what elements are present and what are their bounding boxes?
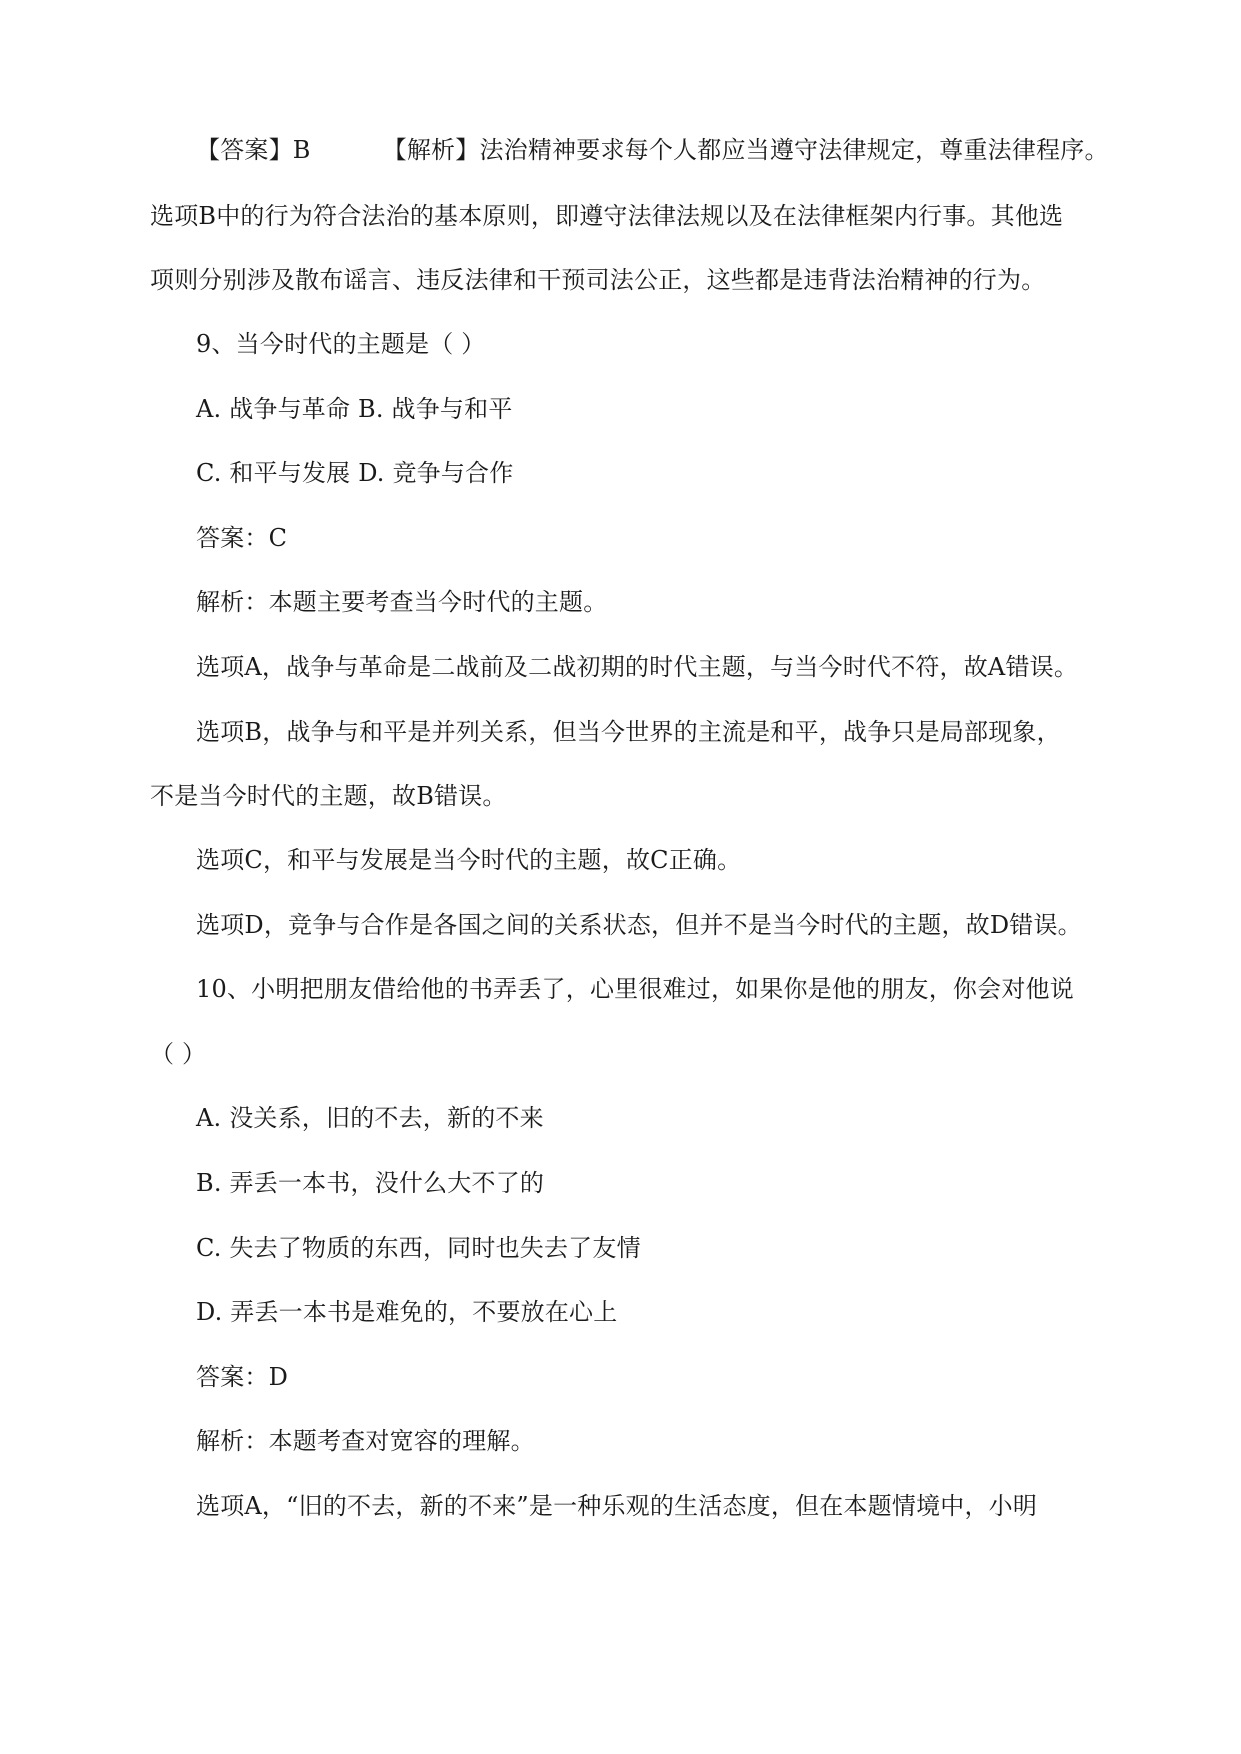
q10-analysis: 解析：本题考查对宽容的理解。 <box>196 1427 535 1455</box>
q9-option-a-explanation: 选项A，战争与革命是二战前及二战初期的时代主题，与当今时代不符，故A错误。 <box>196 653 1079 681</box>
q10-question-line2: （ ） <box>150 1040 207 1068</box>
q9-analysis: 解析：本题主要考查当今时代的主题。 <box>196 588 608 616</box>
q9-question: 9、当今时代的主题是（ ） <box>196 330 486 358</box>
q8-analysis-line2: 选项B中的行为符合法治的基本原则，即遵守法律法规以及在法律框架内行事。其他选 <box>150 202 1064 230</box>
q10-option-a-explanation: 选项A，“旧的不去，新的不来”是一种乐观的生活态度，但在本题情境中，小明 <box>196 1492 1038 1520</box>
q9-option-b-explanation-line2: 不是当今时代的主题，故B错误。 <box>150 782 507 810</box>
q9-option-d-explanation: 选项D，竞争与合作是各国之间的关系状态，但并不是当今时代的主题，故D错误。 <box>196 911 1082 939</box>
q10-answer: 答案：D <box>196 1363 289 1391</box>
q9-answer: 答案：C <box>196 524 288 552</box>
q8-analysis-line1: 【解析】法治精神要求每个人都应当遵守法律规定，尊重法律程序。 <box>382 136 1109 164</box>
q10-option-c: C. 失去了物质的东西，同时也失去了友情 <box>196 1234 641 1262</box>
q9-option-c-explanation: 选项C，和平与发展是当今时代的主题，故C正确。 <box>196 846 742 874</box>
q10-option-d: D. 弄丢一本书是难免的，不要放在心上 <box>196 1298 618 1326</box>
q8-answer-label: 【答案】B <box>196 136 311 164</box>
q9-option-b-explanation-line1: 选项B，战争与和平是并列关系，但当今世界的主流是和平，战争只是局部现象， <box>196 718 1061 746</box>
q9-options-line1: A. 战争与革命 B. 战争与和平 <box>196 395 513 423</box>
q8-answer-line <box>196 134 1109 166</box>
q10-question-line1: 10、小明把朋友借给他的书弄丢了，心里很难过，如果你是他的朋友，你会对他说 <box>196 975 1074 1003</box>
q9-options-line2: C. 和平与发展 D. 竞争与合作 <box>196 459 514 487</box>
q10-option-a: A. 没关系，旧的不去，新的不来 <box>196 1104 544 1132</box>
q8-analysis-line3: 项则分别涉及散布谣言、违反法律和干预司法公正，这些都是违背法治精神的行为。 <box>150 266 1046 294</box>
q10-option-b: B. 弄丢一本书，没什么大不了的 <box>196 1169 545 1197</box>
